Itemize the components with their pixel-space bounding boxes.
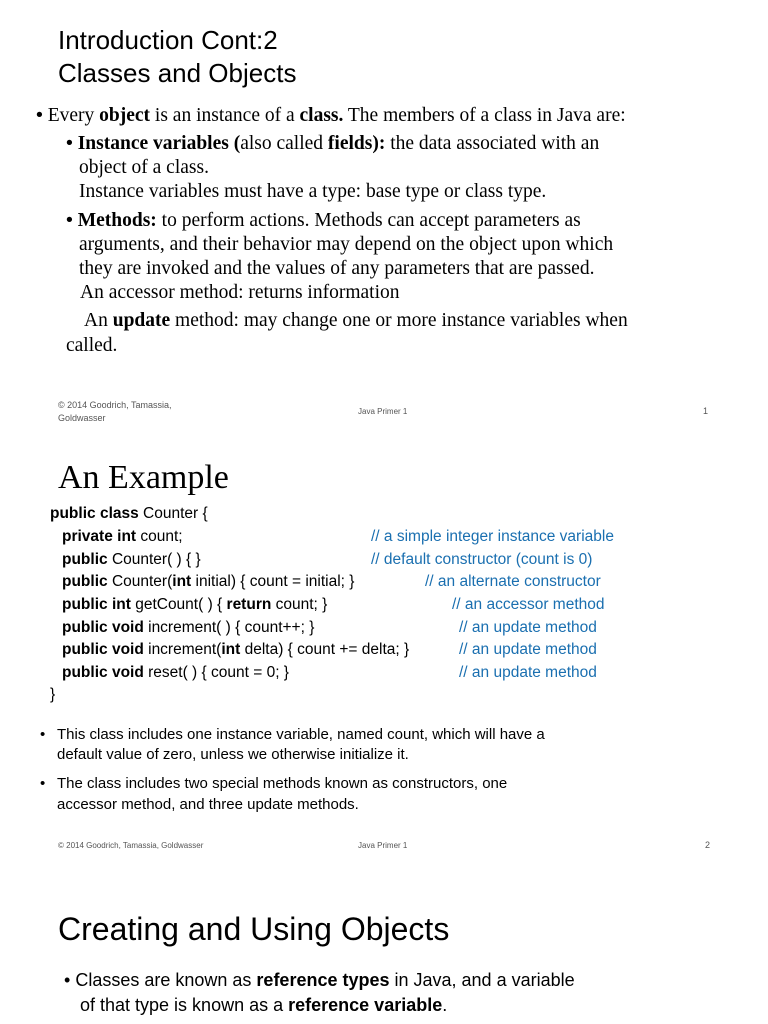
bullet-methods: • Methods: to perform actions. Methods can accept parameters as (66, 209, 581, 231)
footer-copyright-line1: © 2014 Goodrich, Tamassia, (58, 400, 172, 410)
slide-3 (0, 870, 768, 1024)
example-bullet-2: • The class includes two special methods known as constructors, one (40, 775, 508, 792)
footer-copyright-line2: Goldwasser (58, 413, 106, 423)
instance-variables-line3: Instance variables must have a type: base type or class type. (79, 181, 547, 202)
code-line-2: private int count; (62, 528, 183, 545)
footer-page-number: 1 (703, 406, 709, 416)
code-comment-3: // default constructor (count is 0) (371, 551, 593, 568)
code-line-6: public void increment( ) { count++; } (62, 619, 315, 636)
slide-1-title-line1: Introduction Cont:2 (58, 25, 278, 55)
methods-line6: called. (66, 335, 118, 356)
bullet-dot: • (66, 132, 73, 154)
methods-line5: An update method: may change one or more instance variables when (84, 310, 628, 331)
code-line-8: public void reset( ) { count = 0; } (62, 664, 289, 681)
bullet-dot: • (40, 775, 46, 792)
code-comment-6: // an update method (459, 619, 597, 636)
code-line-5: public int getCount( ) { return count; } (62, 596, 328, 613)
bullet-object-class: • Every object is an instance of a class. The members of a class in Java are: (36, 104, 626, 126)
bullet-dot: • (36, 104, 43, 126)
slide-3-bullet-1: • Classes are known as reference types in Java, and a variable (64, 970, 575, 990)
slide-3-bullet-1-line2: of that type is known as a reference variable. (80, 995, 448, 1015)
footer-center: Java Primer 1 (358, 407, 408, 416)
code-comment-8: // an update method (459, 664, 597, 681)
bullet-dot: • (66, 209, 73, 231)
methods-line2: arguments, and their behavior may depend on the object upon which (79, 234, 614, 255)
code-line-4: public Counter(int initial) { count = initial; } (62, 573, 355, 590)
example-bullet-1-line2: default value of zero, unless we otherwise initialize it. (57, 746, 409, 763)
example-bullet-2-line2: accessor method, and three update methods. (57, 796, 359, 813)
code-comment-4: // an alternate constructor (425, 573, 601, 590)
code-line-3: public Counter( ) { } (62, 551, 201, 568)
slide-1 (0, 0, 768, 440)
bullet-instance-variables: • Instance variables (also called fields): the data associated with an (66, 132, 600, 154)
methods-line3: they are invoked and the values of any parameters that are passed. (79, 258, 595, 279)
footer-page-number: 2 (705, 840, 711, 850)
slide-1-title-line2: Classes and Objects (58, 58, 297, 88)
slide-3-title: Creating and Using Objects (58, 911, 450, 947)
example-bullet-1: • This class includes one instance variable, named count, which will have a (40, 726, 545, 743)
bullet-dot: • (64, 970, 71, 990)
code-comment-2: // a simple integer instance variable (371, 528, 614, 545)
code-line-9: } (50, 686, 56, 703)
instance-variables-line2: object of a class. (79, 157, 209, 178)
methods-line4: An accessor method: returns information (80, 282, 400, 303)
slide-2 (0, 440, 768, 870)
slide-2-title: An Example (58, 459, 229, 496)
code-line-1: public class Counter { (50, 505, 208, 522)
code-comment-5: // an accessor method (452, 596, 605, 613)
code-comment-7: // an update method (459, 641, 597, 658)
code-line-7: public void increment(int delta) { count += delta; } (62, 641, 410, 658)
footer-copyright: © 2014 Goodrich, Tamassia, Goldwasser (58, 841, 204, 850)
bullet-dot: • (40, 726, 46, 743)
footer-center: Java Primer 1 (358, 841, 408, 850)
